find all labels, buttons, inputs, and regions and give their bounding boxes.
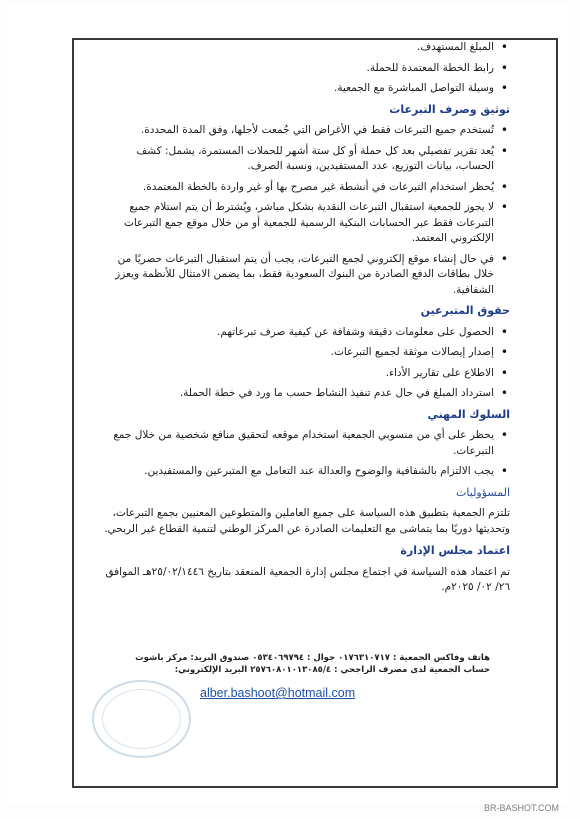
donor-rights-list [100, 325, 510, 402]
list-item: • المبلغ المستهدف. [100, 40, 494, 56]
section-heading-professional-conduct: السلوك المهني [427, 407, 510, 421]
list-item: • رابط الخطة المعتمدة للحملة. [100, 61, 494, 77]
section-heading-board-approval: اعتماد مجلس الإدارة [400, 544, 510, 557]
site-watermark: BR-BASHOT.COM [484, 803, 560, 813]
documentation-list [100, 123, 510, 298]
contact-footer [130, 652, 490, 676]
list-item: • الحصول على معلومات دقيقة وشفافة عن كيفية صرف تبرعاتهم. [100, 325, 494, 341]
list-item: • يجب الالتزام بالشفافية والوضوح والعدالة عند التعامل مع المتبرعين والمستفيدين. [100, 464, 494, 480]
list-item: • يحظر على أي من منسوبي الجمعية استخدام موقعه لتحقيق منافع شخصية من خلال جمع التبرعات. [100, 428, 494, 459]
list-item: • في حال إنشاء موقع إلكتروني لجمع التبرعات، يجب أن يتم استقبال التبرعات حصريًا من خلال بطاقات الدفع الصادرة من البنوك السعودية فقط، بما يضمن الامتثال للأنظمة ويعزز الشفافية. [100, 252, 494, 299]
approval-paragraph: تم اعتماد هذه السياسة في اجتماع مجلس إدارة الجمعية المنعقد بتاريخ ٢٥/٠٢/١٤٤٦هـ الموافق ٢٦/ ٠٢/ ٢٠٢٥م. [105, 565, 510, 593]
contact-phone-line: هاتف وفاكس الجمعية : ٠١٧٦٣١٠٧١٧ جوال : ٠٥٣٤٠٦٩٧٩٤ صندوق البريد: مركز باشوت [135, 653, 490, 663]
contact-email-link[interactable]: alber.bashoot@hotmail.com [200, 686, 356, 700]
section-heading-documentation: توثيق وصرف التبرعات [389, 102, 510, 116]
target-info-list [100, 40, 510, 97]
professional-conduct-list [100, 428, 510, 480]
list-item: • إصدار إيصالات موثقة لجميع التبرعات. [100, 345, 494, 361]
document-body [100, 40, 510, 602]
list-item: • يُحظر استخدام التبرعات في أنشطة غير مصرح بها أو غير واردة بالخطة المعتمدة. [100, 180, 494, 196]
list-item: • وسيلة التواصل المباشرة مع الجمعية. [100, 81, 494, 97]
list-item: • تُستخدم جميع التبرعات فقط في الأغراض التي جُمعت لأجلها، وفق المدة المحددة. [100, 123, 494, 139]
list-item: • لا يجوز للجمعية استقبال التبرعات النقدية بشكل مباشر، ويُشترط أن يتم استلام جميع التبرعات فقط عبر الحسابات البنكية الرسمية للجمعية أو من خلال موقع جمع التبرعات الإلكتروني المعتمد. [100, 200, 494, 247]
contact-bank-line: حساب الجمعية لدى مصرف الراجحي : ٢٥٧٦٠٨٠١٠١٣٠٨٥/٤ البريد الإلكتروني: [174, 665, 490, 675]
association-stamp-icon [92, 680, 191, 758]
list-item: • يُعد تقرير تفصيلي بعد كل حملة أو كل ستة أشهر للحملات المستمرة، يشمل: كشف الحساب، بيانات التوزيع، عدد المستفيدين، ونسبة الصرف. [100, 144, 494, 175]
section-heading-responsibilities: المسؤوليات [456, 485, 510, 499]
list-item: • الاطلاع على تقارير الأداء. [100, 366, 494, 382]
list-item: • استرداد المبلغ في حال عدم تنفيذ النشاط حسب ما ورد في خطة الحملة. [100, 386, 494, 402]
responsibilities-paragraph: تلتزم الجمعية بتطبيق هذه السياسة على جميع العاملين والمتطوعين المعنيين بجمع التبرعات، وتحديثها دوريًا بما يتماشى مع التعليمات الصادرة عن المركز الوطني لتنمية القطاع غير الربحي. [104, 507, 510, 535]
section-heading-donor-rights: حقوق المتبرعين [420, 304, 510, 317]
